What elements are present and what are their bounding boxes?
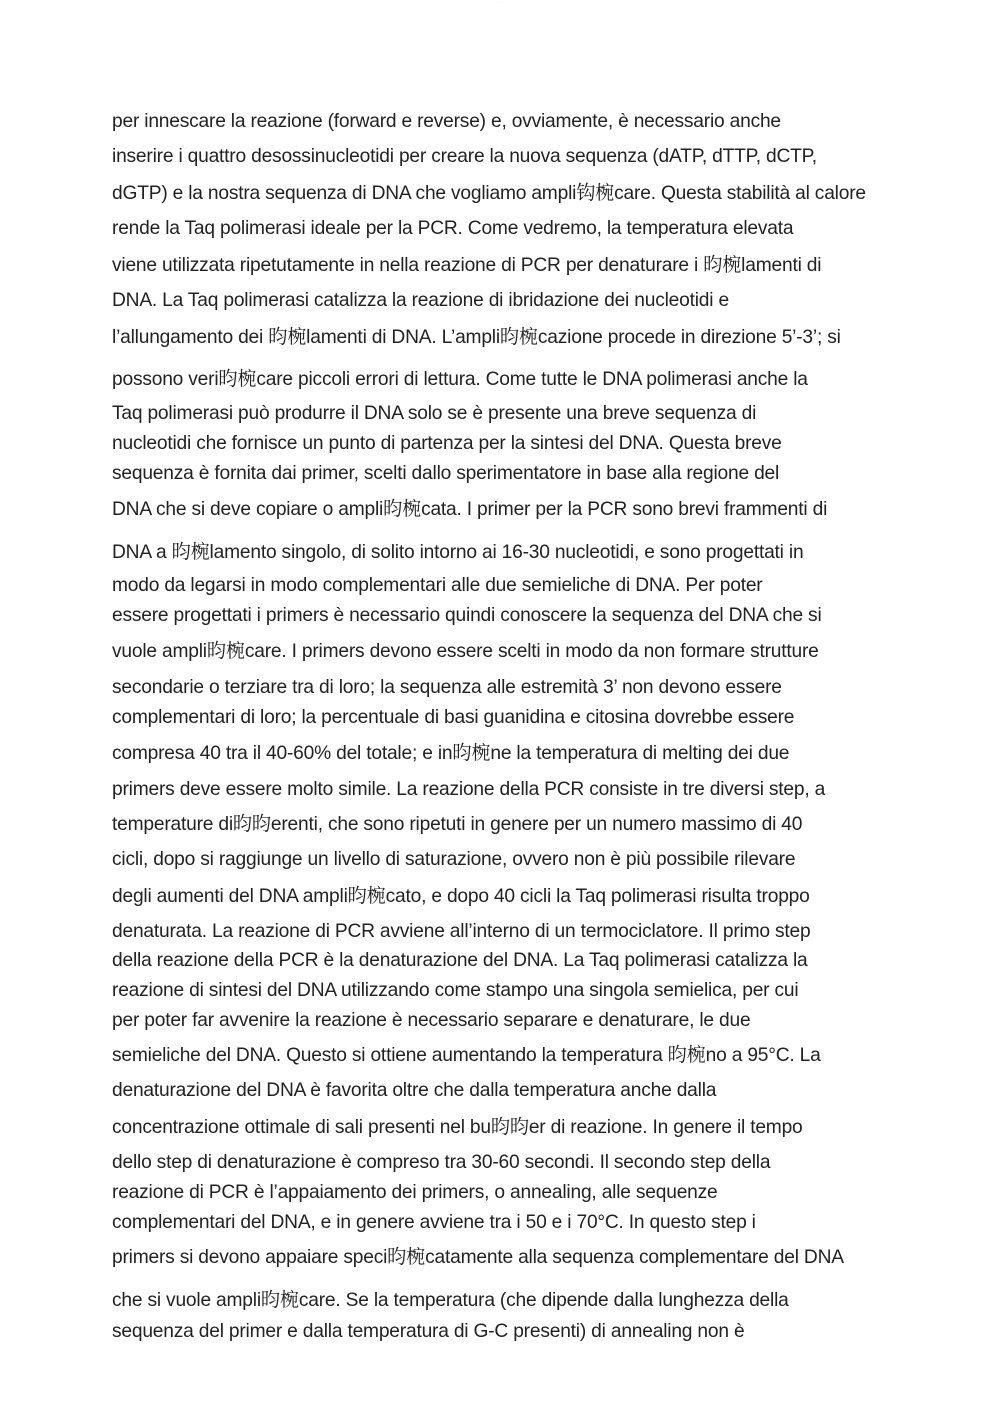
text-line: modo da legarsi in modo complementari alle due semieliche di DNA. Per poter	[112, 575, 763, 596]
text-line: denaturata. La reazione di PCR avviene all’interno di un termociclatore. Il primo step	[112, 921, 811, 942]
text-line: essere progettati i primers è necessario quindi conoscere la sequenza del DNA che si	[112, 605, 822, 626]
text-line: denaturazione del DNA è favorita oltre che dalla temperatura anche dalla	[112, 1080, 717, 1101]
text-line: concentrazione ottimale di sali presenti nel bu昀昀er di reazione. In genere il tempo	[112, 1117, 803, 1138]
text-line: vuole ampli昀椀care. I primers devono essere scelti in modo da non formare strutture	[112, 641, 819, 662]
text-line: possono veri昀椀care piccoli errori di lettura. Come tutte le DNA polimerasi anche la	[112, 369, 808, 390]
text-line: dello step di denaturazione è compreso tra 30-60 secondi. Il secondo step della	[112, 1152, 771, 1173]
text-line: che si vuole ampli昀椀care. Se la temperatura (che dipende dalla lunghezza della	[112, 1290, 789, 1311]
text-line: degli aumenti del DNA ampli昀椀cato, e dopo 40 cicli la Taq polimerasi risulta troppo	[112, 886, 810, 907]
text-line: DNA a 昀椀lamento singolo, di solito intorno ai 16-30 nucleotidi, e sono progettati in	[112, 542, 804, 563]
text-line: primers deve essere molto simile. La reazione della PCR consiste in tre diversi step, a	[112, 779, 826, 800]
text-line: nucleotidi che fornisce un punto di partenza per la sintesi del DNA. Questa breve	[112, 433, 782, 454]
text-line: della reazione della PCR è la denaturazione del DNA. La Taq polimerasi catalizza la	[112, 950, 808, 971]
text-line: inserire i quattro desossinucleotidi per creare la nuova sequenza (dATP, dTTP, dCTP,	[112, 146, 817, 167]
text-line: secondarie o terziare tra di loro; la sequenza alle estremità 3’ non devono essere	[112, 677, 782, 698]
text-line: DNA che si deve copiare o ampli昀椀cata. I primer per la PCR sono brevi frammenti di	[112, 499, 828, 520]
text-line: compresa 40 tra il 40-60% del totale; e in昀椀ne la temperatura di melting dei due	[112, 743, 790, 764]
text-line: semieliche del DNA. Questo si ottiene aumentando la temperatura 昀椀no a 95°C. La	[112, 1045, 821, 1066]
text-line: sequenza del primer e dalla temperatura di G-C presenti) di annealing non è	[112, 1321, 745, 1342]
text-line: temperature di昀昀erenti, che sono ripetuti in genere per un numero massimo di 40	[112, 814, 803, 835]
text-line: per poter far avvenire la reazione è necessario separare e denaturare, le due	[112, 1010, 751, 1031]
text-line: dGTP) e la nostra sequenza di DNA che vogliamo ampli钩椀care. Questa stabilità al calore	[112, 183, 866, 204]
text-line: DNA. La Taq polimerasi catalizza la reazione di ibridazione dei nucleotidi e	[112, 290, 729, 311]
text-line: Taq polimerasi può produrre il DNA solo se è presente una breve sequenza di	[112, 403, 757, 424]
text-line: cicli, dopo si raggiunge un livello di saturazione, ovvero non è più possibile rilevare	[112, 849, 796, 870]
text-line: complementari di loro; la percentuale di basi guanidina e citosina dovrebbe essere	[112, 707, 795, 728]
text-line: rende la Taq polimerasi ideale per la PCR. Come vedremo, la temperatura elevata	[112, 218, 794, 239]
text-line: sequenza è fornita dai primer, scelti dallo sperimentatore in base alla regione del	[112, 463, 780, 484]
text-line: l’allungamento dei 昀椀lamenti di DNA. L’ampli昀椀cazione procede in direzione 5’-3’; si	[112, 327, 841, 348]
text-line: reazione di sintesi del DNA utilizzando come stampo una singola semielica, per cui	[112, 980, 799, 1001]
header-mark: ·········	[495, 0, 505, 4]
text-line: complementari del DNA, e in genere avviene tra i 50 e i 70°C. In questo step i	[112, 1212, 756, 1233]
text-line: reazione di PCR è l’appaiamento dei primers, o annealing, alle sequenze	[112, 1182, 718, 1203]
text-line: per innescare la reazione (forward e reverse) e, ovviamente, è necessario anche	[112, 111, 781, 132]
text-line: viene utilizzata ripetutamente in nella reazione di PCR per denaturare i 昀椀lamenti di	[112, 255, 822, 276]
text-line: primers si devono appaiare speci昀椀catamente alla sequenza complementare del DNA	[112, 1247, 844, 1268]
